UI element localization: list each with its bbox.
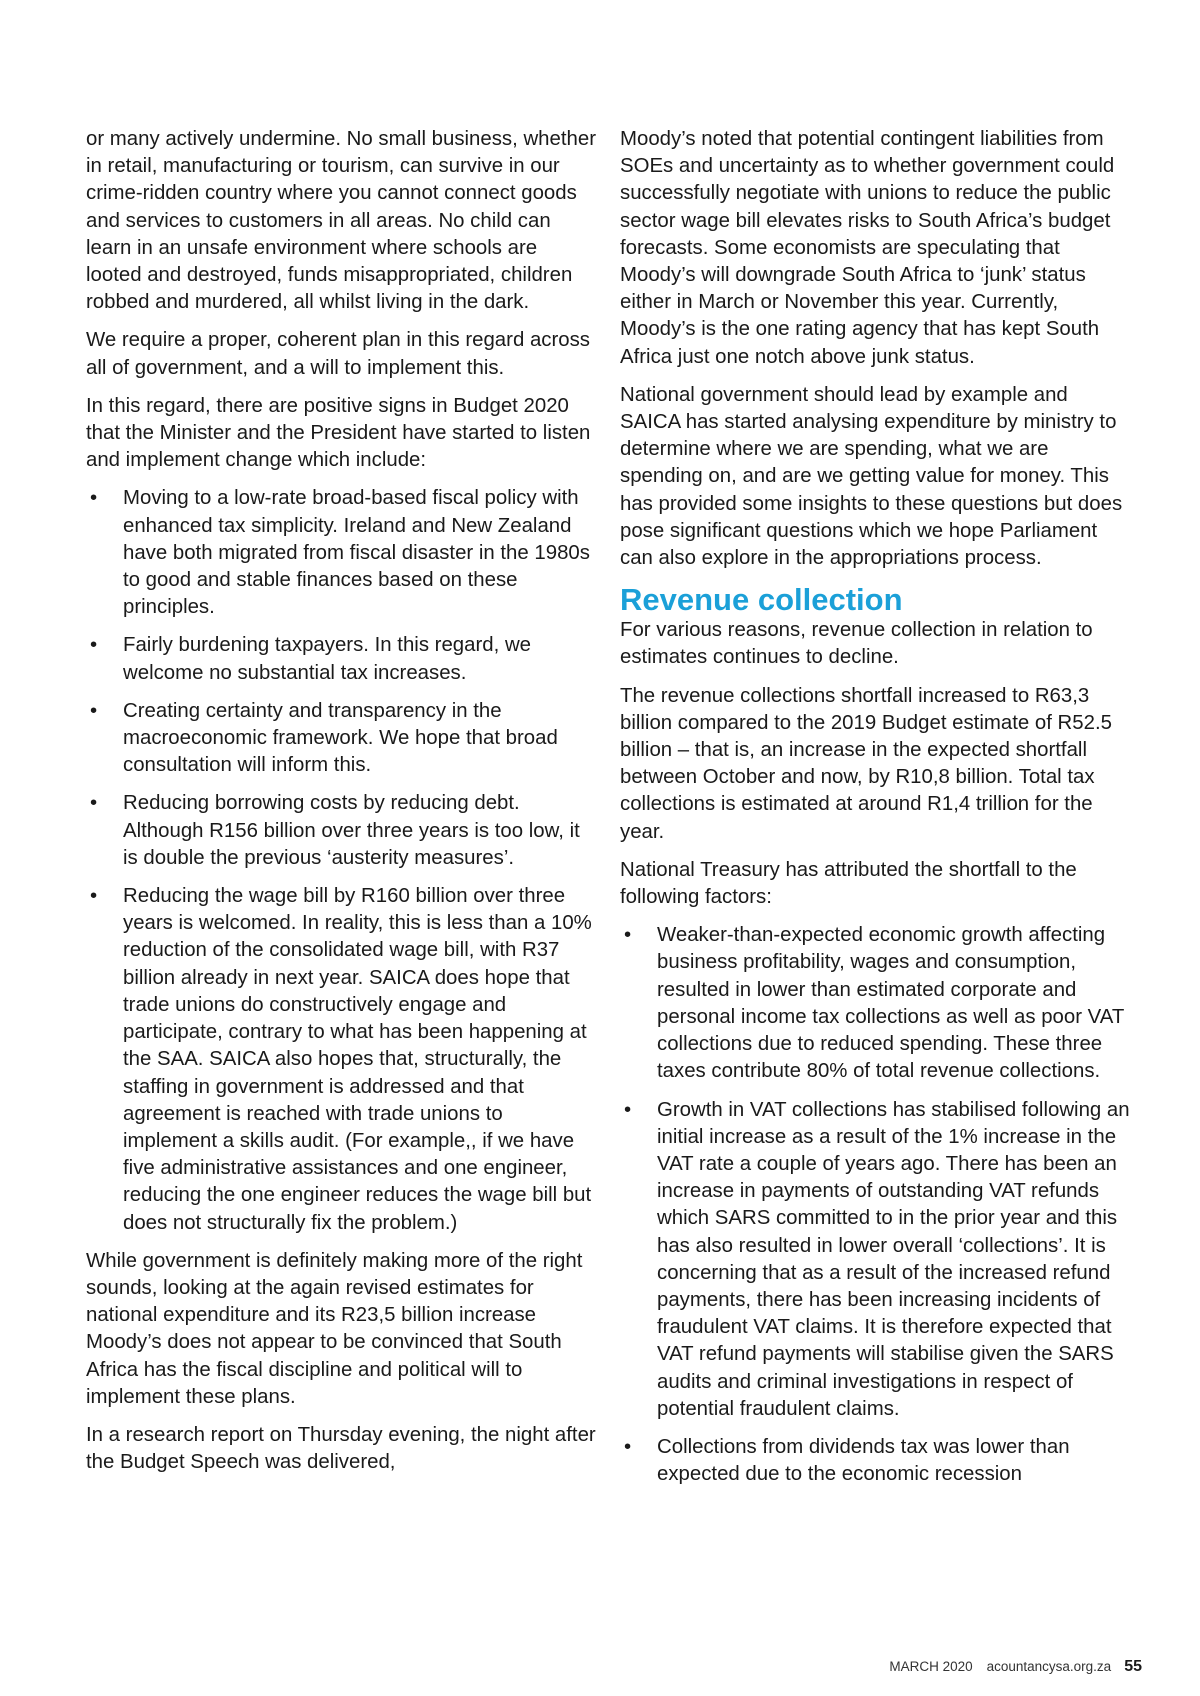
bullet-list [620, 922, 1130, 1488]
website-link[interactable]: acountancysa.org.za [986, 1659, 1112, 1674]
body-paragraph: National government should lead by example and SAICA has started analysing expenditure by ministry to determine where we are spending, what we are spending on, and are we getting value for money. This has provided some insights to these questions but does pose significant questions which we hope Parliament can also explore in the appropriations process. [620, 383, 1123, 570]
list-item [620, 1097, 1130, 1423]
page-footer [889, 1658, 1142, 1676]
list-item-text: Collections from dividends tax was lower than expected due to the economic recession [657, 1435, 1070, 1486]
body-paragraph: or many actively undermine. No small business, whether in retail, manufacturing or tourism, can survive in our crime-ridden country where you cannot connect goods and services to customers in all areas. No child can learn in an unsafe environment where schools are looted and destroyed, funds misappropriated, children robbed and murdered, all whilst living in the dark. [86, 128, 596, 314]
body-paragraph: National Treasury has attributed the shortfall to the following factors: [620, 858, 1077, 909]
list-item [86, 698, 596, 780]
body-paragraph: While government is definitely making more of the right sounds, looking at the again revised estimates for national expenditure and its R23,5 billion increase Moody’s does not appear to be convinced that South Africa has the fiscal discipline and political will to implement these plans. [86, 1249, 583, 1408]
bullet-icon: • [624, 1098, 632, 1121]
list-item [86, 790, 596, 872]
bullet-icon: • [624, 1435, 632, 1458]
page-number: 55 [1124, 1658, 1142, 1675]
bullet-icon: • [90, 487, 98, 510]
bullet-list [86, 485, 596, 1236]
bullet-icon: • [90, 885, 98, 908]
body-paragraph: The revenue collections shortfall increased to R63,3 billion compared to the 2019 Budget estimate of R52.5 billion – that is, an increase in the expected shortfall between October and now, by R10,8 billion. Total tax collections is estimated at around R1,4 trillion for the year. [620, 684, 1112, 843]
list-item-text: Weaker-than-expected economic growth affecting business profitability, wages and consumption, resulted in lower than estimated corporate and personal income tax collections as well as poor VAT collections due to reduced spending. These three taxes contribute 80% of total revenue collections. [657, 924, 1124, 1083]
list-item-text: Moving to a low-rate broad-based fiscal policy with enhanced tax simplicity. Ireland and New Zealand have both migrated from fiscal disaster in the 1980s to good and stable finances based on these principles. [123, 487, 590, 619]
list-item-text: Reducing borrowing costs by reducing debt. Although R156 billion over three years is too low, it is double the previous ‘austerity measures’. [123, 792, 580, 869]
bullet-icon: • [90, 634, 98, 657]
left-column [86, 126, 596, 1487]
right-column [620, 126, 1130, 1499]
body-paragraph: In this regard, there are positive signs in Budget 2020 that the Minister and the President have started to listen and implement change which include: [86, 394, 591, 472]
list-item-text: Growth in VAT collections has stabilised following an initial increase as a result of the 1% increase in the VAT rate a couple of years ago. There has been an increase in payments of outstanding VAT refunds which SARS committed to in the prior year and this has also resulted in lower overall ‘collections’. It is concerning that as a result of the increased refund payments, there has been increasing incidents of fraudulent VAT claims. It is therefore expected that VAT refund payments will stabilise given the SARS audits and criminal investigations in respect of potential fraudulent claims. [657, 1098, 1130, 1420]
list-item [620, 922, 1130, 1085]
section-heading: Revenue collection [620, 582, 903, 618]
list-item [620, 1434, 1130, 1488]
bullet-icon: • [90, 792, 98, 815]
list-item [86, 883, 596, 1237]
body-paragraph: For various reasons, revenue collection in relation to estimates continues to decline. [620, 619, 1093, 669]
bullet-icon: • [90, 699, 98, 722]
list-item-text: Creating certainty and transparency in the macroeconomic framework. We hope that broad consultation will inform this. [123, 699, 558, 777]
body-paragraph: Moody’s noted that potential contingent liabilities from SOEs and uncertainty as to whether government could successfully negotiate with unions to reduce the public sector wage bill elevates risks to South Africa’s budget forecasts. Some economists are speculating that Moody’s will downgrade South Africa to ‘junk’ status either in March or November this year. Currently, Moody’s is the one rating agency that has kept South Africa just one notch above junk status. [620, 128, 1115, 368]
bullet-icon: • [624, 924, 632, 947]
list-item [86, 485, 596, 621]
issue-date: MARCH 2020 [889, 1659, 973, 1674]
list-item-text: Reducing the wage bill by R160 billion over three years is welcomed. In reality, this is less than a 10% reduction of the consolidated wage bill, with R37 billion already in next year. SAICA does hope that trade unions do constructively engage and participate, contrary to what has been happening at the SAA. SAICA also hopes that, structurally, the staffing in government is addressed and that agreement is reached with trade unions to implement a skills audit. (For example,, if we have five administrative assistances and one engineer, reducing the one engineer reduces the wage bill but does not structurally fix the problem.) [123, 885, 592, 1234]
list-item-text: Fairly burdening taxpayers. In this regard, we welcome no substantial tax increases. [123, 634, 532, 684]
list-item [86, 632, 596, 686]
body-paragraph: In a research report on Thursday evening, the night after the Budget Speech was delivered, [86, 1423, 596, 1474]
body-paragraph: We require a proper, coherent plan in this regard across all of government, and a will to implement this. [86, 329, 591, 379]
